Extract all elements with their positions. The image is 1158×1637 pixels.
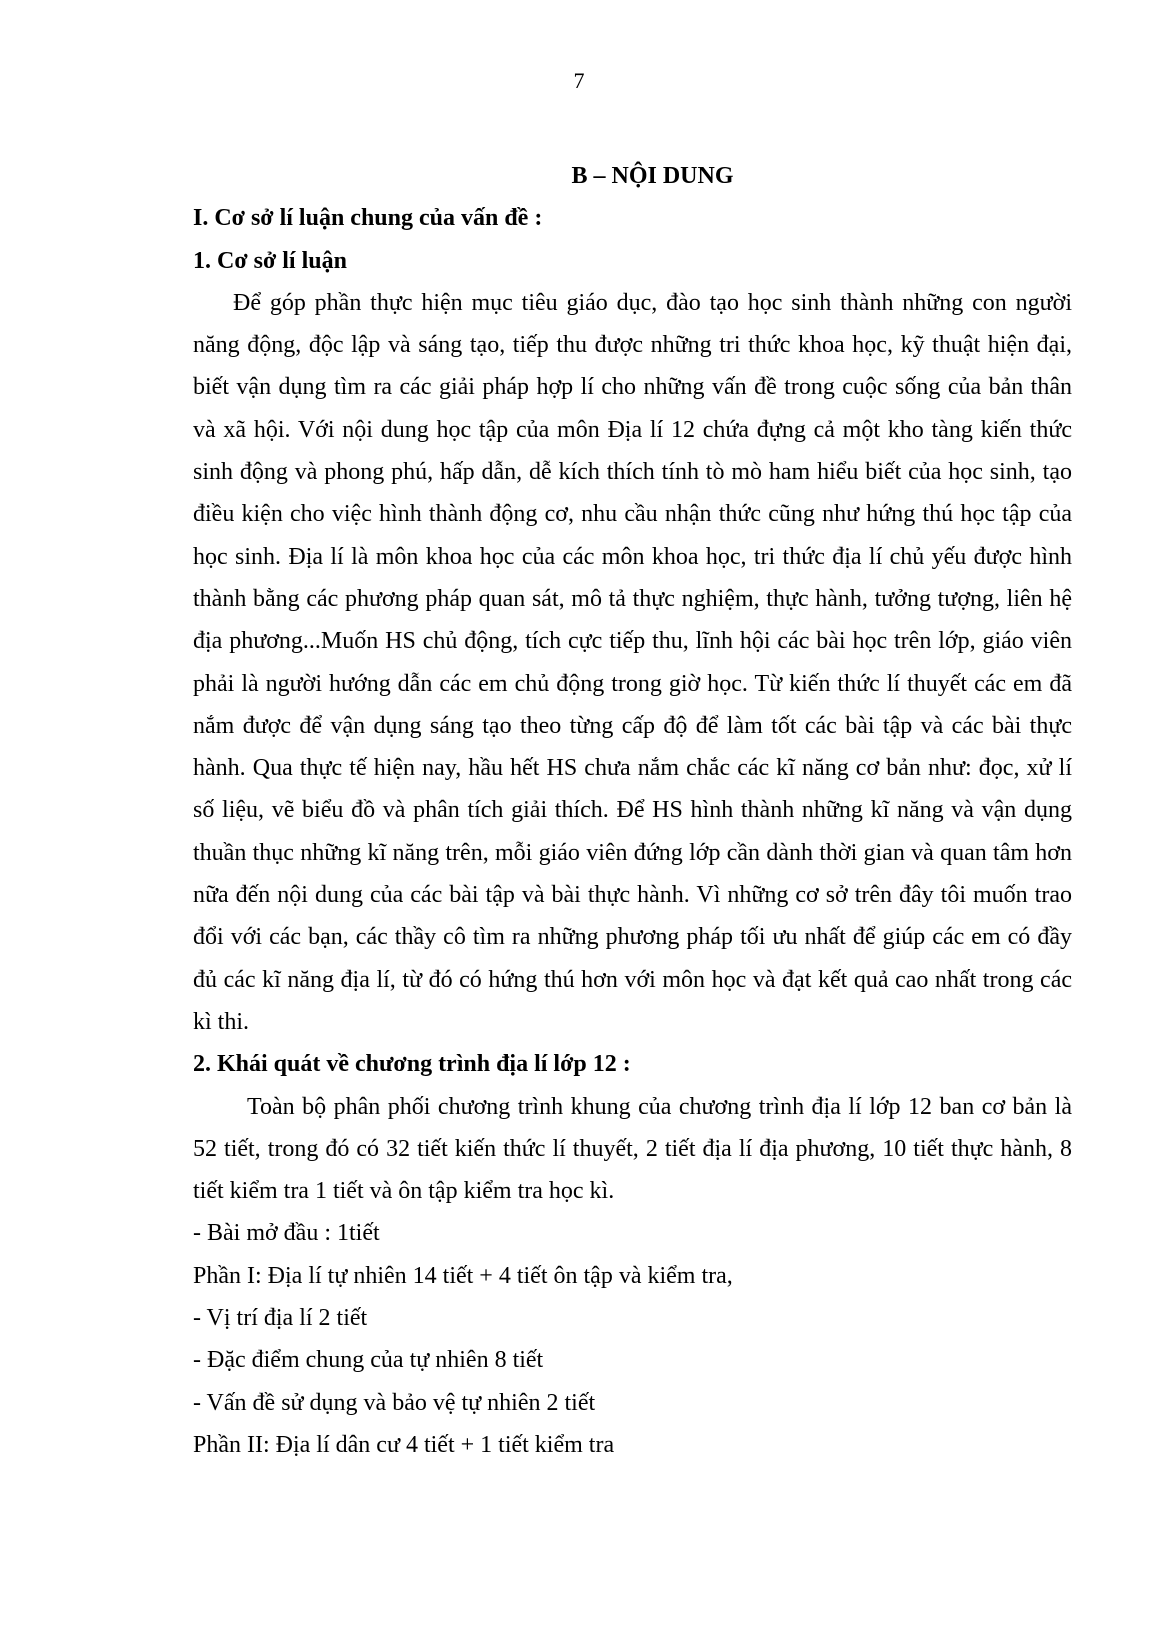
program-line-nature-protection: - Vấn đề sử dụng và bảo vệ tự nhiên 2 tiết (193, 1389, 596, 1416)
heading-theoretical-basis: I. Cơ sở lí luận chung của vấn đề : (193, 205, 543, 232)
subheading-theoretical-basis: 1. Cơ sở lí luận (193, 247, 347, 274)
paragraph-theoretical-basis: Để góp phần thực hiện mục tiêu giáo dục, đào tạo học sinh thành những con người năng động, độc lập và sáng tạo, tiếp thu được những tri thức khoa học, kỹ thuật hiện đại, biết vận dụng tìm ra các giải pháp hợp lí cho những vấn đề trong cuộc sống của bản thân và xã hội. Với nội dung học tập của môn Địa lí 12 chứa đựng cả một kho tàng kiến thức sinh động và phong phú, hấp dẫn, dễ kích thích tính tò mò ham hiểu biết của học sinh, tạo điều kiện cho việc hình thành động cơ, nhu cầu nhận thức cũng như hứng thú học tập của học sinh. Địa lí là môn khoa học của các môn khoa học, tri thức địa lí chủ yếu được hình thành bằng các phương pháp quan sát, mô tả thực nghiệm, thực hành, tưởng tượng, liên hệ địa phương...Muốn HS chủ động, tích cực tiếp thu, lĩnh hội các bài học trên lớp, giáo viên phải là người hướng dẫn các em chủ động trong giờ học. Từ kiến thức lí thuyết các em đã nắm được để vận dụng sáng tạo theo từng cấp độ để làm tốt các bài tập và các bài thực hành. Qua thực tế hiện nay, hầu hết HS chưa nắm chắc các kĩ năng cơ bản như: đọc, xử lí số liệu, vẽ biểu đồ và phân tích giải thích. Để HS hình thành những kĩ năng và vận dụng thuần thục những kĩ năng trên, mỗi giáo viên đứng lớp cần dành thời gian và quan tâm hơn nữa đến nội dung của các bài tập và bài thực hành. Vì những cơ sở trên đây tôi muốn trao đổi với các bạn, các thầy cô tìm ra những phương pháp tối ưu nhất để giúp các em có đầy đủ các kĩ năng địa lí, từ đó có hứng thú hơn với môn học và đạt kết quả cao nhất trong các kì thi. (193, 289, 1072, 1035)
program-line-nature-features: - Đặc điểm chung của tự nhiên 8 tiết (193, 1347, 544, 1374)
paragraph-program-overview: Toàn bộ phân phối chương trình khung của chương trình địa lí lớp 12 ban cơ bản là 52 tiết, trong đó có 32 tiết kiến thức lí thuyết, 2 tiết địa lí địa phương, 10 tiết thực hành, 8 tiết kiểm tra 1 tiết và ôn tập kiểm tra học kì. (193, 1093, 1072, 1205)
program-line-intro: - Bài mở đầu : 1tiết (193, 1220, 380, 1247)
program-line-location: - Vị trí địa lí 2 tiết (193, 1305, 368, 1332)
document-body (193, 155, 1072, 1466)
page-number: 7 (573, 68, 585, 93)
program-line-part-1: Phần I: Địa lí tự nhiên 14 tiết + 4 tiết ôn tập và kiểm tra, (193, 1262, 733, 1289)
section-title: B – NỘI DUNG (571, 163, 734, 189)
heading-program-overview: 2. Khái quát về chương trình địa lí lớp 12 : (193, 1051, 631, 1078)
program-line-part-2: Phần II: Địa lí dân cư 4 tiết + 1 tiết kiểm tra (193, 1431, 615, 1458)
